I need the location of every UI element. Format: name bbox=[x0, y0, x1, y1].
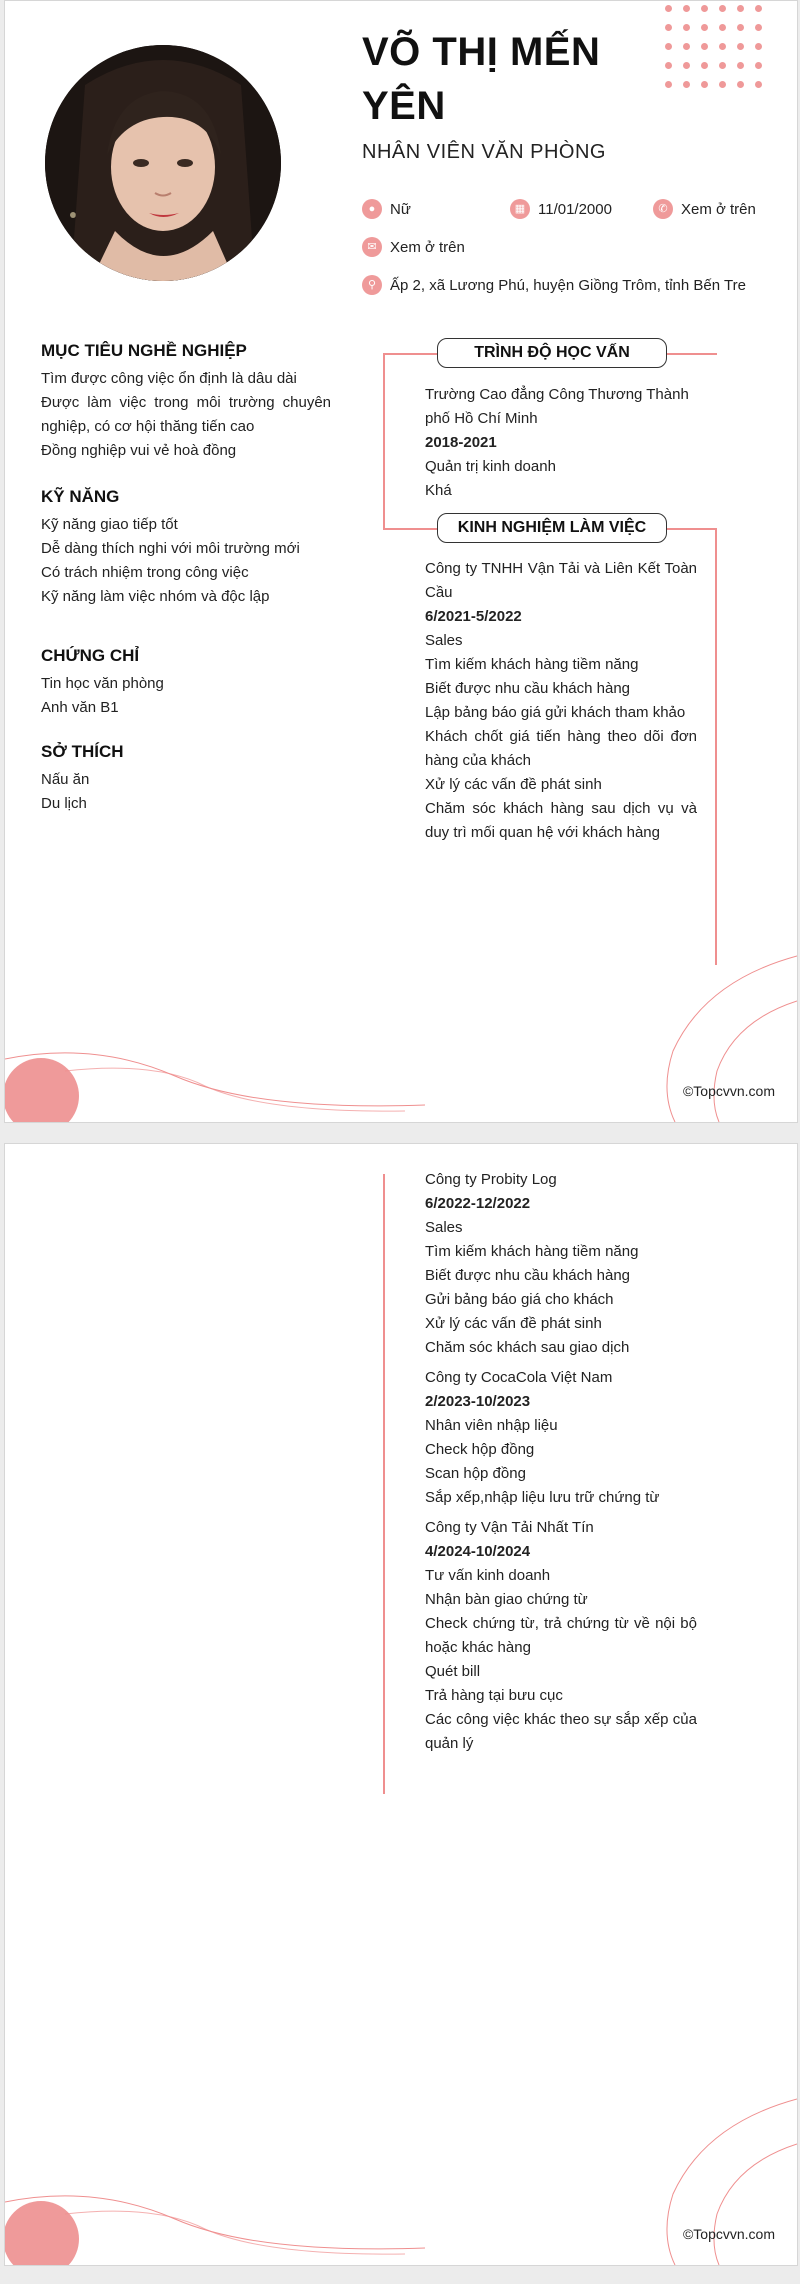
certificates-title: CHỨNG CHỈ bbox=[41, 646, 140, 665]
job-position: Sales bbox=[425, 1219, 463, 1236]
skills-title: KỸ NĂNG bbox=[41, 487, 120, 506]
job-task: Khách chốt giá tiến hàng theo dõi đơn hàng của khách bbox=[425, 728, 697, 769]
phone-value: Xem ở trên bbox=[681, 200, 756, 218]
job-period: 6/2021-5/2022 bbox=[425, 608, 522, 625]
job-task: Scan hộp đồng bbox=[425, 1465, 526, 1482]
job-period: 4/2024-10/2024 bbox=[425, 1543, 531, 1560]
skill-line: Kỹ năng giao tiếp tốt bbox=[41, 516, 178, 533]
address-value: Ấp 2, xã Lương Phú, huyện Giồng Trôm, tỉnh Bến Tre bbox=[390, 276, 746, 294]
job-task: Nhận bàn giao chứng từ bbox=[425, 1591, 588, 1608]
dob-value: 11/01/2000 bbox=[538, 200, 612, 218]
certificate-line: Anh văn B1 bbox=[41, 699, 119, 716]
skill-line: Có trách nhiệm trong công việc bbox=[41, 564, 249, 581]
job-task: Các công việc khác theo sự sắp xếp của quản lý bbox=[425, 1711, 697, 1752]
job-task: Xử lý các vấn đề phát sinh bbox=[425, 776, 602, 793]
job-period: 2/2023-10/2023 bbox=[425, 1393, 531, 1410]
calendar-icon: ▦ bbox=[510, 199, 530, 219]
job-task: Quét bill bbox=[425, 1663, 481, 1680]
job-task: Tìm kiếm khách hàng tiềm năng bbox=[425, 1243, 639, 1260]
page-decoration bbox=[5, 1, 797, 1122]
hobbies-title: SỞ THÍCH bbox=[41, 742, 124, 761]
page-decoration bbox=[5, 1144, 797, 2265]
phone-icon: ✆ bbox=[653, 199, 673, 219]
objective-title: MỤC TIÊU NGHỀ NGHIỆP bbox=[41, 341, 247, 360]
job-company: Công ty TNHH Vận Tải và Liên Kết Toàn Cầu bbox=[425, 560, 697, 601]
job-task: Gửi bảng báo giá cho khách bbox=[425, 1291, 614, 1308]
job-task: Tìm kiếm khách hàng tiềm năng bbox=[425, 656, 639, 673]
footer-brand: ©Topcvvn.com bbox=[682, 1083, 775, 1099]
education-grade: Khá bbox=[425, 482, 452, 499]
education-major: Quản trị kinh doanh bbox=[425, 458, 556, 475]
hobby-line: Nấu ăn bbox=[41, 771, 90, 788]
education-period: 2018-2021 bbox=[425, 434, 497, 451]
job-task: Sắp xếp,nhập liệu lưu trữ chứng từ bbox=[425, 1489, 660, 1506]
job-position: Sales bbox=[425, 632, 463, 649]
job-position: Tư vấn kinh doanh bbox=[425, 1567, 551, 1584]
job-title: NHÂN VIÊN VĂN PHÒNG bbox=[362, 141, 606, 163]
user-icon: ● bbox=[362, 199, 382, 219]
job-task: Lập bảng báo giá gửi khách tham khảo bbox=[425, 704, 686, 721]
job-period: 6/2022-12/2022 bbox=[425, 1195, 531, 1212]
education-school: Trường Cao đẳng Công Thương Thành phố Hồ Chí Minh bbox=[425, 386, 689, 427]
cv-page-1 bbox=[4, 0, 798, 1123]
job-company: Công ty CocaCola Việt Nam bbox=[425, 1369, 613, 1386]
job-task: Xử lý các vấn đề phát sinh bbox=[425, 1315, 602, 1332]
job-task: Biết được nhu cầu khách hàng bbox=[425, 680, 631, 697]
cv-page-2 bbox=[4, 1143, 798, 2266]
hobby-line: Du lịch bbox=[41, 795, 87, 812]
skill-line: Kỹ năng làm việc nhóm và độc lập bbox=[41, 588, 270, 605]
experience-title: KINH NGHIỆM LÀM VIỆC bbox=[437, 513, 667, 543]
job-task: Check chứng từ, trả chứng từ về nội bộ hoặc khác hàng bbox=[425, 1615, 697, 1656]
objective-line: Tìm được công việc ổn định là dâu dài bbox=[41, 370, 297, 387]
name-line-1: VÕ THỊ MẾN bbox=[362, 30, 601, 74]
job-task: Chăm sóc khách hàng sau dịch vụ và duy trì mối quan hệ với khách hàng bbox=[425, 800, 697, 841]
job-task: Check hộp đồng bbox=[425, 1441, 535, 1458]
email-value: Xem ở trên bbox=[390, 238, 465, 256]
job-company: Công ty Probity Log bbox=[425, 1171, 557, 1188]
job-position: Nhân viên nhập liệu bbox=[425, 1417, 558, 1434]
footer-brand: ©Topcvvn.com bbox=[682, 2226, 775, 2242]
job-task: Chăm sóc khách sau giao dịch bbox=[425, 1339, 630, 1356]
job-task: Biết được nhu cầu khách hàng bbox=[425, 1267, 631, 1284]
job-company: Công ty Vận Tải Nhất Tín bbox=[425, 1519, 594, 1536]
objective-line: Được làm việc trong môi trường chuyên nghiệp, có cơ hội thăng tiến cao bbox=[41, 394, 331, 435]
skill-line: Dễ dàng thích nghi với môi trường mới bbox=[41, 540, 300, 557]
gender-value: Nữ bbox=[390, 200, 411, 218]
education-title: TRÌNH ĐỘ HỌC VẤN bbox=[437, 338, 667, 368]
job-task: Trả hàng tại bưu cục bbox=[425, 1687, 563, 1704]
name-line-2: YÊN bbox=[362, 84, 446, 128]
mail-icon: ✉ bbox=[362, 237, 382, 257]
certificate-line: Tin học văn phòng bbox=[41, 675, 164, 692]
location-pin-icon: ⚲ bbox=[362, 275, 382, 295]
objective-line: Đồng nghiệp vui vẻ hoà đồng bbox=[41, 442, 237, 459]
